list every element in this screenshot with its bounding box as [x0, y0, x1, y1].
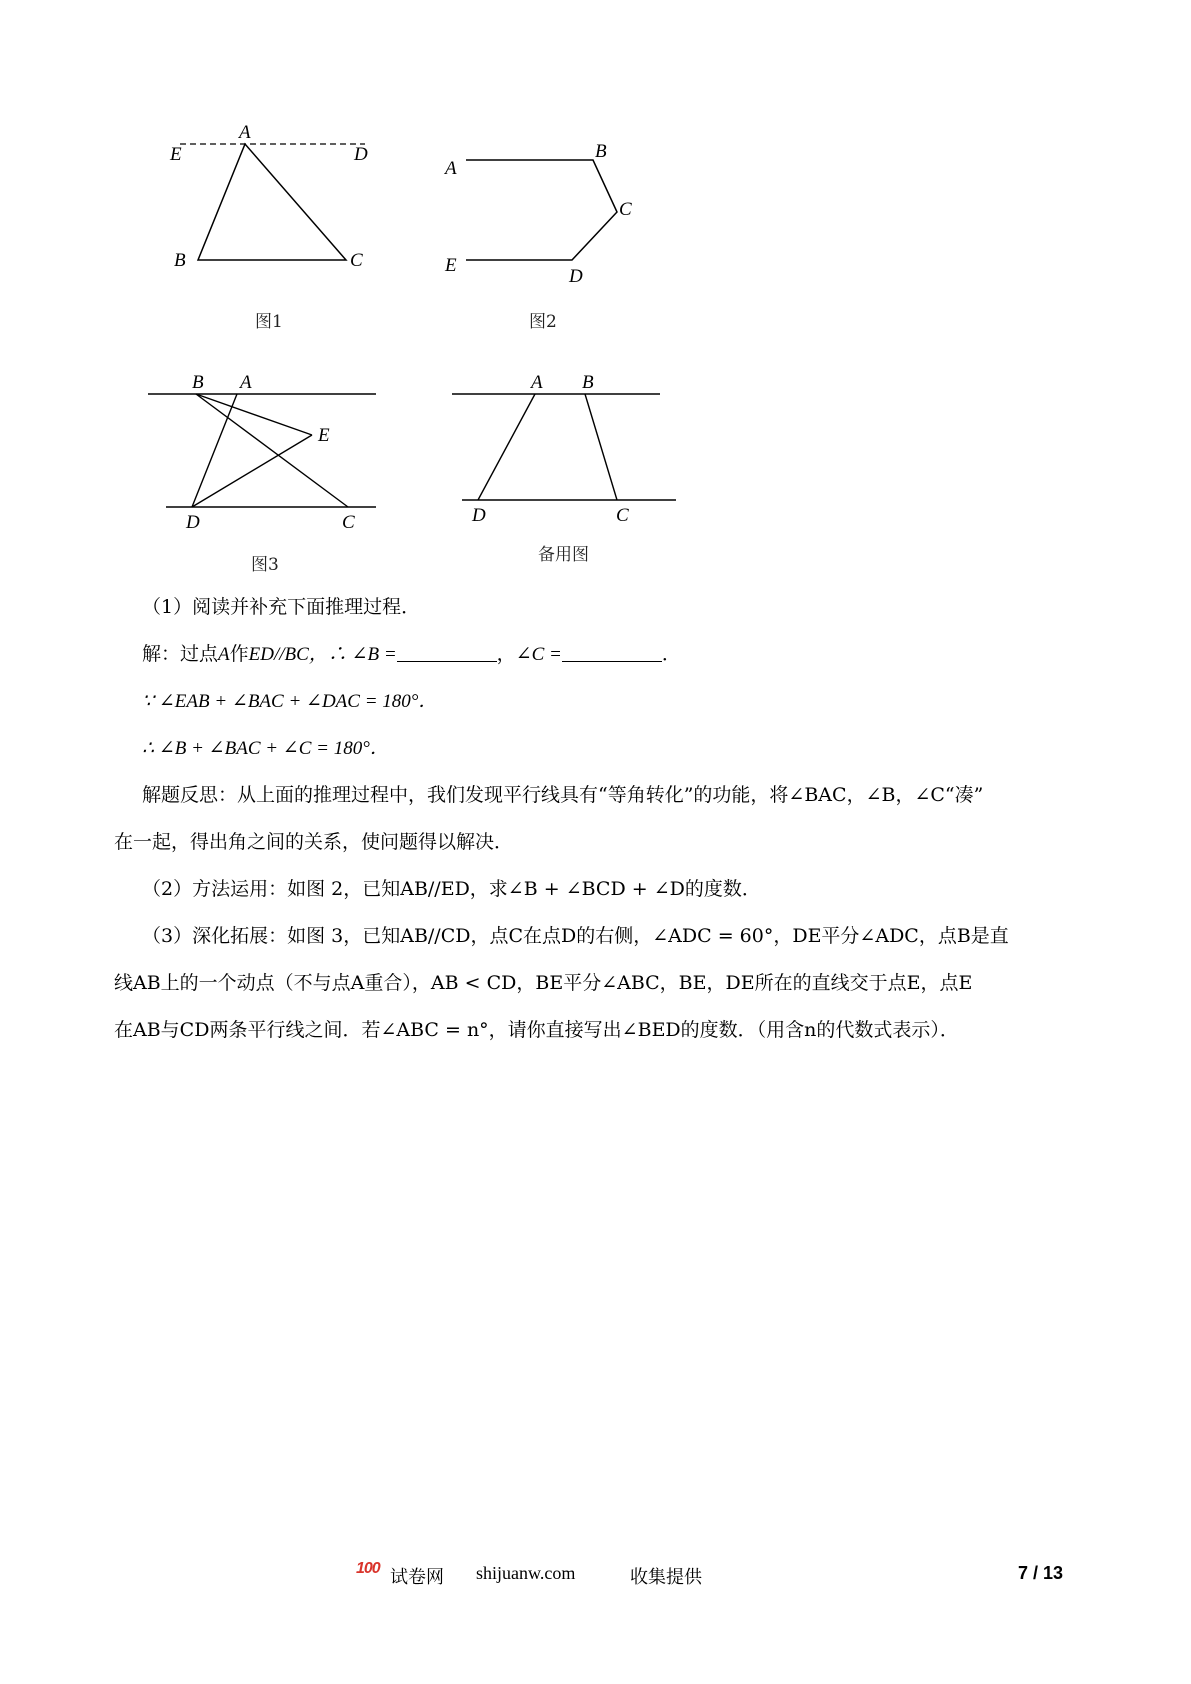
segment-BC	[585, 394, 617, 500]
label-D: D	[569, 266, 583, 287]
reflection-line-2: 在一起，得出角之间的关系，使问题得以解决．	[114, 831, 514, 853]
sol-end: ．	[661, 643, 681, 665]
sol-comma: ，	[496, 643, 516, 665]
sol-mid: 作	[229, 643, 249, 665]
label-B: B	[174, 250, 186, 270]
segment-AD	[192, 394, 237, 507]
reflection-line-1: 解题反思：从上面的推理过程中，我们发现平行线具有“等角转化”的功能，将∠BAC，∠B，∠C“凑”	[142, 784, 984, 806]
label-E: E	[445, 255, 457, 276]
answer-blank-B[interactable]	[397, 643, 497, 662]
sol-therefore-B: ，∴ ∠B =	[308, 644, 397, 665]
figure-2-caption: 图2	[529, 312, 557, 332]
part3-line-2: 线AB上的一个动点（不与点A重合），AB < CD，BE平分∠ABC，BE，DE所在的直线交于点E，点E	[114, 972, 973, 994]
part1-solution	[114, 631, 1074, 678]
segment-BE	[196, 394, 312, 435]
label-C: C	[350, 250, 363, 270]
figure-1-caption: 图1	[255, 312, 283, 332]
path-ABCDE	[466, 160, 617, 260]
therefore-line: ∴ ∠B + ∠BAC + ∠C = 180°．	[142, 738, 389, 759]
sol-angle-C: ∠C =	[515, 644, 562, 665]
figure-2-diagram	[435, 135, 635, 290]
label-E: E	[318, 425, 330, 446]
label-C: C	[616, 505, 629, 526]
page-number: 7 / 13	[1018, 1563, 1064, 1583]
site-logo: 100	[356, 1560, 380, 1577]
figure-3	[140, 370, 380, 535]
figure-1	[150, 120, 370, 270]
part1-heading: （1）阅读并补充下面推理过程．	[142, 596, 421, 618]
label-D: D	[472, 505, 486, 526]
sol-point-A: A	[218, 644, 230, 665]
label-A: A	[445, 158, 457, 179]
segment-DE	[192, 435, 312, 507]
figure-1-diagram	[150, 120, 370, 270]
problem-text	[114, 584, 1074, 1054]
part3-line-3: 在AB与CD两条平行线之间．若∠ABC = n°，请你直接写出∠BED的度数．（用含n的代数式表示）．	[114, 1019, 959, 1041]
because-line: ∵ ∠EAB + ∠BAC + ∠DAC = 180°．	[142, 691, 438, 712]
label-A: A	[531, 372, 543, 393]
sol-prefix: 解：过点	[142, 643, 219, 665]
figure-4-diagram	[440, 370, 685, 530]
label-D: D	[186, 512, 200, 533]
label-C: C	[342, 512, 355, 533]
label-B: B	[582, 372, 594, 393]
label-C: C	[619, 199, 632, 220]
label-A: A	[239, 122, 251, 143]
figure-4	[440, 370, 685, 530]
footer-provided: 收集提供	[630, 1567, 702, 1588]
figure-2	[435, 135, 635, 290]
figure-4-caption: 备用图	[538, 545, 589, 565]
figure-3-caption: 图3	[251, 555, 279, 575]
figure-3-diagram	[140, 370, 380, 535]
segment-AD	[478, 394, 535, 500]
triangle-ABC	[198, 144, 346, 260]
footer-site-url[interactable]: shijuanw.com	[476, 1563, 576, 1583]
footer-site-cn: 试卷网	[390, 1567, 444, 1588]
label-E: E	[170, 144, 182, 165]
part2-line: （2）方法运用：如图 2，已知AB//ED，求∠B + ∠BCD + ∠D的度数．	[142, 878, 761, 900]
answer-blank-C[interactable]	[562, 643, 662, 662]
segment-BC	[196, 394, 348, 507]
label-B: B	[595, 141, 607, 162]
label-A: A	[240, 372, 252, 393]
label-D: D	[354, 144, 368, 165]
sol-parallel: ED//BC	[248, 644, 309, 665]
label-B: B	[192, 372, 204, 393]
part3-line-1: （3）深化拓展：如图 3，已知AB//CD，点C在点D的右侧，∠ADC = 60°，DE平分∠ADC，点B是直	[142, 925, 1009, 947]
